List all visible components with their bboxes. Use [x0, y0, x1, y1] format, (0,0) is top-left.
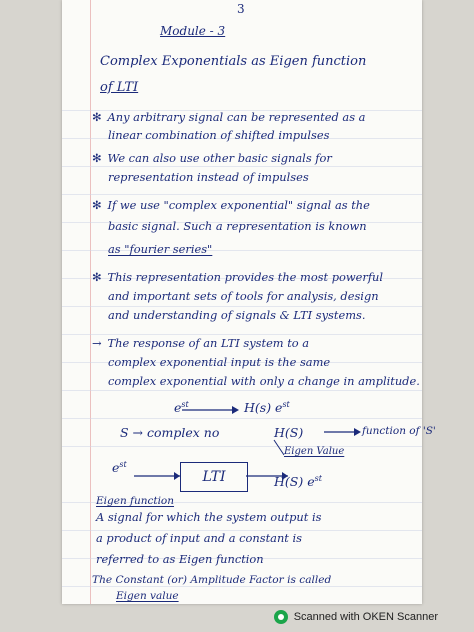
- note-line: basic signal. Such a representation is known: [108, 219, 367, 233]
- equation-input: $e^{st}$: [174, 400, 189, 416]
- note-line: and important sets of tools for analysis, design: [108, 289, 379, 303]
- eigen-function-heading: Eigen function: [96, 495, 175, 507]
- scanned-page: [62, 0, 436, 604]
- note-line: ✻ Any arbitrary signal can be represented as a: [92, 110, 366, 124]
- note-line: ✻ We can also use other basic signals for: [92, 151, 332, 165]
- lti-block: LTI: [180, 462, 248, 492]
- eigen-value-term: Eigen value: [116, 590, 179, 602]
- note-line: complex exponential input is the same: [108, 355, 331, 369]
- function-of-s-label: function of 'S': [362, 425, 436, 437]
- note-line: A signal for which the system output is: [96, 510, 322, 524]
- lti-input: $e^{st}$: [112, 460, 127, 476]
- note-line: representation instead of impulses: [108, 170, 309, 184]
- equation-s-complex: S → complex no: [120, 425, 220, 440]
- note-line: The Constant (or) Amplitude Factor is called: [92, 574, 332, 586]
- title-line-2: of LTI: [100, 80, 139, 95]
- module-heading: Module - 3: [160, 24, 226, 38]
- note-line: linear combination of shifted impulses: [108, 128, 330, 142]
- eigen-value-label: Eigen Value: [284, 446, 345, 457]
- scanner-watermark: [274, 608, 438, 626]
- note-line: as "fourier series": [108, 242, 213, 256]
- scanner-logo-icon: [274, 610, 288, 624]
- note-line: referred to as Eigen function: [96, 552, 264, 566]
- equation-hs: H(S): [274, 425, 304, 440]
- note-line: and understanding of signals & LTI systems.: [108, 308, 366, 322]
- scanner-text: Scanned with OKEN Scanner: [293, 611, 438, 623]
- lti-output: H(S) $e^{st}$: [274, 474, 322, 490]
- title-line-1: Complex Exponentials as Eigen function: [100, 54, 367, 69]
- note-line: ✻ This representation provides the most powerful: [92, 270, 384, 284]
- note-line: → The response of an LTI system to a: [92, 336, 310, 350]
- note-line: complex exponential with only a change in amplitude.: [108, 374, 420, 388]
- note-line: ✻ If we use "complex exponential" signal as the: [92, 198, 370, 212]
- page-mark: 3: [237, 2, 245, 16]
- equation-output: H(s) $e^{st}$: [244, 400, 290, 416]
- note-line: a product of input and a constant is: [96, 531, 302, 545]
